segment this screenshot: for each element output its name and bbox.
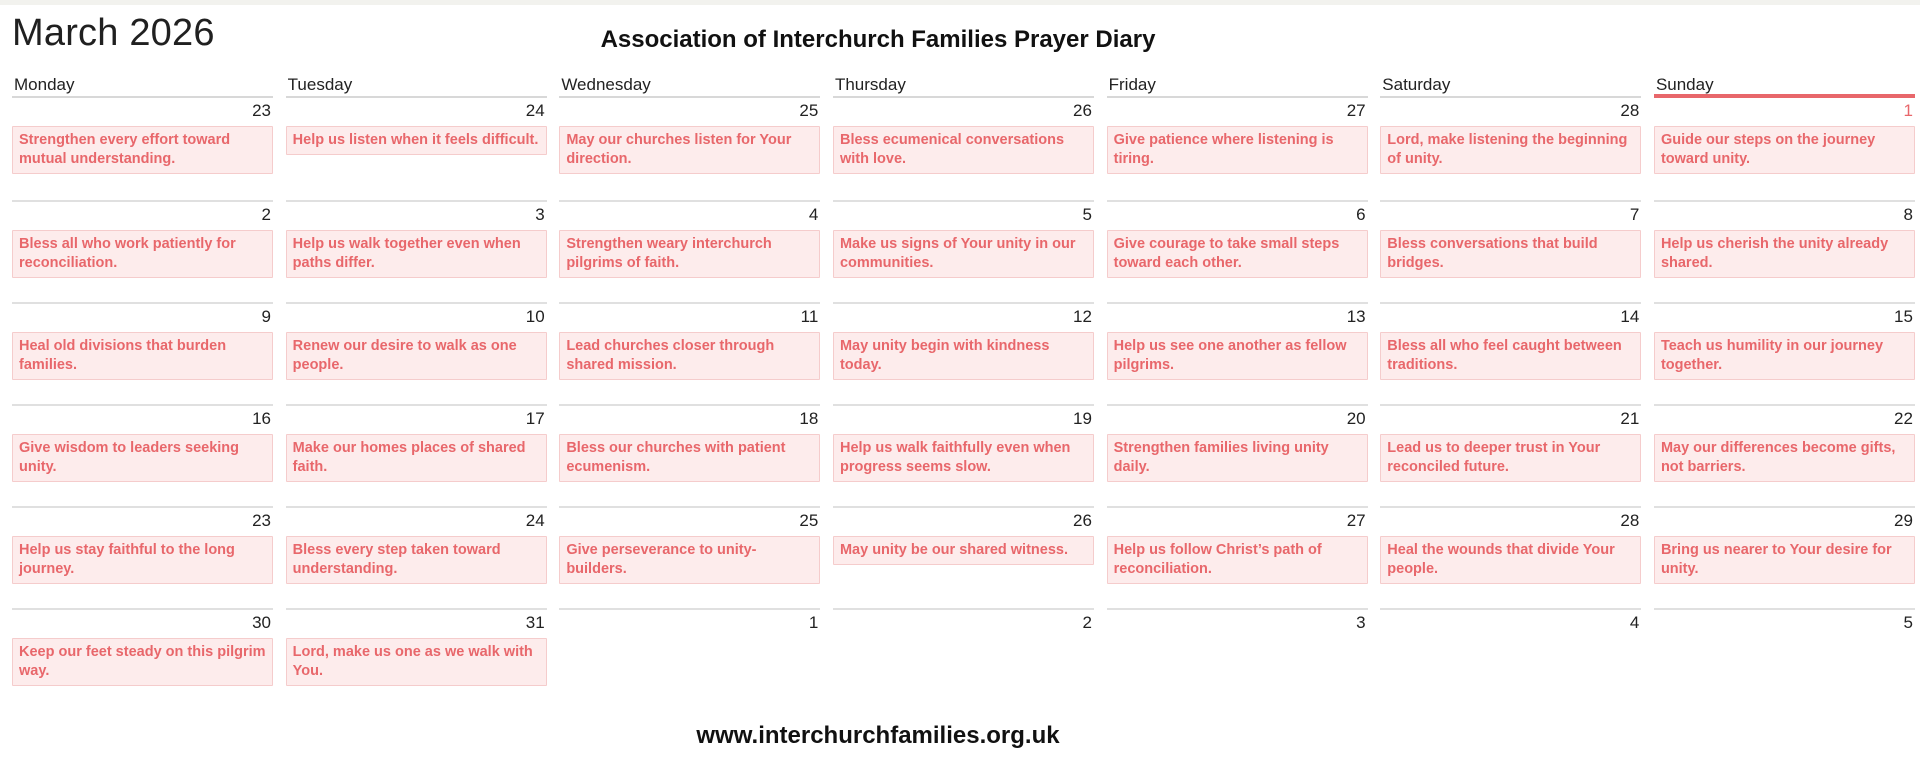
week-row bbox=[12, 98, 1915, 200]
day-number: 24 bbox=[525, 511, 545, 530]
weekday-header-today: Sunday bbox=[1654, 72, 1915, 98]
prayer-event[interactable]: Heal old divisions that burden families. bbox=[12, 332, 273, 380]
day-number: 12 bbox=[1073, 307, 1092, 326]
day-cell[interactable] bbox=[833, 98, 1094, 200]
day-cell[interactable] bbox=[12, 506, 273, 608]
day-number: 5 bbox=[1903, 613, 1913, 632]
footer-url[interactable]: www.interchurchfamilies.org.uk bbox=[696, 722, 1060, 749]
day-number: 2 bbox=[1082, 613, 1092, 632]
month-title: March 2026 bbox=[12, 12, 215, 54]
prayer-event[interactable]: Give wisdom to leaders seeking unity. bbox=[12, 434, 273, 482]
prayer-event[interactable]: Guide our steps on the journey toward unity. bbox=[1654, 126, 1915, 174]
day-number: 1 bbox=[1903, 101, 1913, 120]
day-cell[interactable] bbox=[559, 302, 820, 404]
day-cell[interactable] bbox=[559, 200, 820, 302]
week-row bbox=[12, 404, 1915, 506]
day-cell[interactable] bbox=[1107, 302, 1368, 404]
day-number: 15 bbox=[1894, 307, 1913, 326]
day-cell[interactable] bbox=[1107, 200, 1368, 302]
day-number: 25 bbox=[799, 101, 819, 120]
day-number: 28 bbox=[1620, 101, 1640, 120]
day-number: 13 bbox=[1346, 307, 1366, 326]
day-cell[interactable] bbox=[1380, 302, 1641, 404]
day-number: 4 bbox=[808, 205, 819, 224]
prayer-event[interactable]: Strengthen weary interchurch pilgrims of faith. bbox=[559, 230, 820, 278]
prayer-event[interactable]: Give patience where listening is tiring. bbox=[1107, 126, 1368, 174]
day-cell[interactable] bbox=[1380, 98, 1641, 200]
prayer-event[interactable]: Bless every step taken toward understanding. bbox=[286, 536, 547, 584]
prayer-event[interactable]: May unity begin with kindness today. bbox=[833, 332, 1094, 380]
day-number: 31 bbox=[525, 613, 545, 632]
weekday-header: Saturday bbox=[1380, 72, 1641, 98]
day-cell[interactable] bbox=[12, 200, 273, 302]
day-number: 5 bbox=[1082, 205, 1092, 224]
day-cell[interactable] bbox=[1654, 608, 1915, 710]
day-cell[interactable] bbox=[559, 404, 820, 506]
prayer-event[interactable]: Lead churches closer through shared mission. bbox=[559, 332, 820, 380]
weeks-container bbox=[12, 98, 1915, 710]
day-cell[interactable] bbox=[12, 302, 273, 404]
week-row bbox=[12, 608, 1915, 710]
day-number: 11 bbox=[800, 307, 819, 326]
top-strip bbox=[0, 0, 1920, 5]
prayer-event[interactable]: Help us cherish the unity already shared. bbox=[1654, 230, 1915, 278]
prayer-event[interactable]: Lord, make listening the beginning of unity. bbox=[1380, 126, 1641, 174]
prayer-event[interactable]: May our differences become gifts, not barriers. bbox=[1654, 434, 1915, 482]
week-row bbox=[12, 506, 1915, 608]
week-row bbox=[12, 302, 1915, 404]
weekday-header: Wednesday bbox=[559, 72, 820, 98]
day-cell[interactable] bbox=[1107, 404, 1368, 506]
prayer-event[interactable]: Lord, make us one as we walk with You. bbox=[286, 638, 547, 686]
prayer-event[interactable]: Bring us nearer to Your desire for unity. bbox=[1654, 536, 1915, 584]
prayer-event[interactable]: Heal the wounds that divide Your people. bbox=[1380, 536, 1641, 584]
calendar-grid bbox=[12, 72, 1915, 710]
prayer-event[interactable]: Give courage to take small steps toward each other. bbox=[1107, 230, 1368, 278]
prayer-event[interactable]: Bless our churches with patient ecumenism. bbox=[559, 434, 820, 482]
day-cell[interactable] bbox=[12, 98, 273, 200]
prayer-event[interactable]: Help us follow Christ’s path of reconciliation. bbox=[1107, 536, 1368, 584]
day-number: 30 bbox=[252, 613, 271, 632]
day-number: 23 bbox=[252, 511, 271, 530]
day-cell[interactable] bbox=[1107, 98, 1368, 200]
prayer-event[interactable]: Make our homes places of shared faith. bbox=[286, 434, 547, 482]
prayer-event[interactable]: May our churches listen for Your direction. bbox=[559, 126, 820, 174]
day-cell[interactable] bbox=[1654, 302, 1915, 404]
day-number: 1 bbox=[808, 613, 819, 632]
prayer-event[interactable]: Bless all who work patiently for reconciliation. bbox=[12, 230, 273, 278]
day-number: 3 bbox=[535, 205, 545, 224]
day-number: 8 bbox=[1903, 205, 1913, 224]
day-number: 28 bbox=[1620, 511, 1640, 530]
day-number: 4 bbox=[1629, 613, 1640, 632]
day-number: 10 bbox=[525, 307, 545, 326]
day-cell[interactable] bbox=[1654, 404, 1915, 506]
prayer-event[interactable]: Strengthen families living unity daily. bbox=[1107, 434, 1368, 482]
day-number: 25 bbox=[799, 511, 819, 530]
day-cell[interactable] bbox=[559, 98, 820, 200]
day-number: 26 bbox=[1073, 101, 1092, 120]
day-cell[interactable] bbox=[559, 608, 820, 710]
weekday-header-row bbox=[12, 72, 1915, 98]
prayer-event[interactable]: Help us stay faithful to the long journey. bbox=[12, 536, 273, 584]
day-number: 24 bbox=[525, 101, 545, 120]
weekday-header: Tuesday bbox=[286, 72, 547, 98]
day-number: 20 bbox=[1346, 409, 1366, 428]
day-cell[interactable] bbox=[286, 200, 547, 302]
prayer-event[interactable]: Help us listen when it feels difficult. bbox=[286, 126, 547, 155]
prayer-event[interactable]: Bless conversations that build bridges. bbox=[1380, 230, 1641, 278]
day-number: 14 bbox=[1620, 307, 1640, 326]
day-number: 22 bbox=[1894, 409, 1913, 428]
day-number: 29 bbox=[1894, 511, 1913, 530]
weekday-header: Monday bbox=[12, 72, 273, 98]
day-cell[interactable] bbox=[559, 506, 820, 608]
day-number: 2 bbox=[261, 205, 271, 224]
day-cell[interactable] bbox=[1654, 98, 1915, 200]
day-cell[interactable] bbox=[286, 404, 547, 506]
day-number: 21 bbox=[1620, 409, 1640, 428]
prayer-event[interactable]: Strengthen every effort toward mutual understanding. bbox=[12, 126, 273, 174]
day-cell[interactable] bbox=[1107, 608, 1368, 710]
day-number: 9 bbox=[261, 307, 271, 326]
day-cell[interactable] bbox=[1654, 200, 1915, 302]
day-cell[interactable] bbox=[1380, 404, 1641, 506]
day-cell[interactable] bbox=[12, 608, 273, 710]
day-number: 27 bbox=[1346, 511, 1366, 530]
day-cell[interactable] bbox=[286, 506, 547, 608]
prayer-event[interactable]: Teach us humility in our journey together. bbox=[1654, 332, 1915, 380]
day-cell[interactable] bbox=[286, 98, 547, 200]
prayer-event[interactable]: Help us walk faithfully even when progress seems slow. bbox=[833, 434, 1094, 482]
day-number: 26 bbox=[1073, 511, 1092, 530]
day-number: 19 bbox=[1073, 409, 1092, 428]
prayer-event[interactable]: Keep our feet steady on this pilgrim way. bbox=[12, 638, 273, 686]
weekday-header: Friday bbox=[1107, 72, 1368, 98]
day-cell[interactable] bbox=[1380, 506, 1641, 608]
prayer-event[interactable]: Help us walk together even when paths differ. bbox=[286, 230, 547, 278]
prayer-event[interactable]: Bless ecumenical conversations with love. bbox=[833, 126, 1094, 174]
prayer-event[interactable]: Give perseverance to unity-builders. bbox=[559, 536, 820, 584]
day-cell[interactable] bbox=[833, 404, 1094, 506]
week-row bbox=[12, 200, 1915, 302]
prayer-event[interactable]: Help us see one another as fellow pilgrims. bbox=[1107, 332, 1368, 380]
day-cell[interactable] bbox=[833, 302, 1094, 404]
day-cell[interactable] bbox=[833, 608, 1094, 710]
prayer-event[interactable]: Lead us to deeper trust in Your reconciled future. bbox=[1380, 434, 1641, 482]
diary-title: Association of Interchurch Families Prayer Diary bbox=[600, 26, 1156, 53]
day-number: 7 bbox=[1629, 205, 1640, 224]
day-number: 6 bbox=[1356, 205, 1366, 224]
day-cell[interactable] bbox=[1380, 200, 1641, 302]
day-cell[interactable] bbox=[833, 200, 1094, 302]
day-cell[interactable] bbox=[12, 404, 273, 506]
day-number: 27 bbox=[1346, 101, 1366, 120]
day-number: 17 bbox=[525, 409, 545, 428]
day-number: 23 bbox=[252, 101, 271, 120]
day-cell[interactable] bbox=[1107, 506, 1368, 608]
prayer-event[interactable]: Bless all who feel caught between traditions. bbox=[1380, 332, 1641, 380]
day-number: 18 bbox=[799, 409, 819, 428]
day-cell[interactable] bbox=[1380, 608, 1641, 710]
day-cell[interactable] bbox=[833, 506, 1094, 608]
prayer-event[interactable]: May unity be our shared witness. bbox=[833, 536, 1094, 565]
prayer-event[interactable]: Make us signs of Your unity in our communities. bbox=[833, 230, 1094, 278]
day-cell[interactable] bbox=[1654, 506, 1915, 608]
weekday-header: Thursday bbox=[833, 72, 1094, 98]
prayer-event[interactable]: Renew our desire to walk as one people. bbox=[286, 332, 547, 380]
day-number: 3 bbox=[1356, 613, 1366, 632]
day-number: 16 bbox=[252, 409, 271, 428]
day-cell[interactable] bbox=[286, 608, 547, 710]
day-cell[interactable] bbox=[286, 302, 547, 404]
